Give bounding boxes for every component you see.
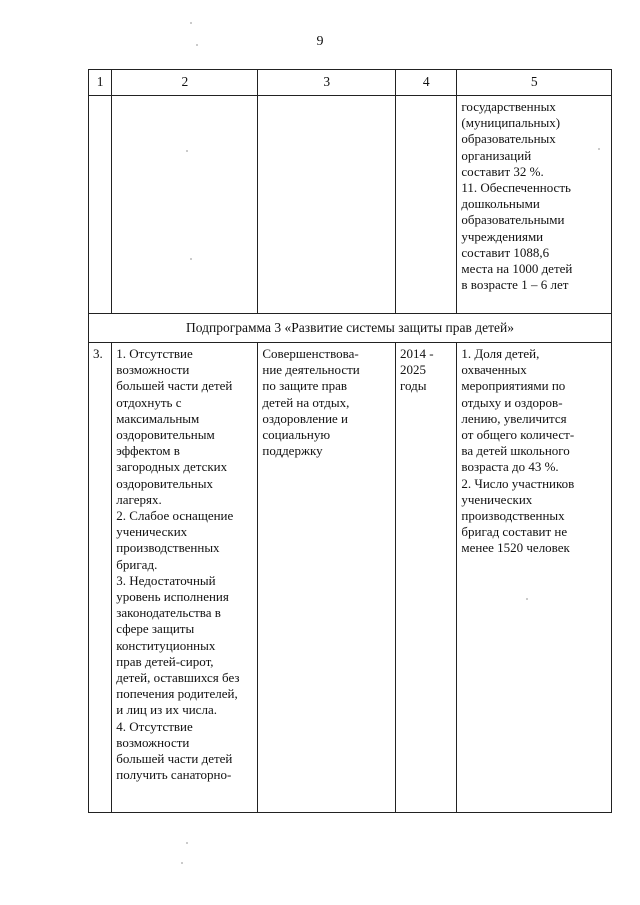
table-header-row: [89, 70, 612, 96]
scan-artifact: [526, 598, 528, 600]
header-col-2: 2: [112, 70, 258, 96]
cell-result: государственных (муниципальных) образовательных организаций составит 32 %. 11. Обеспеченность дошкольными образовательными учреждениями составит 1088,6 места на 1000 детей в возрасте 1 – 6 лет: [457, 96, 612, 314]
header-col-3: 3: [258, 70, 396, 96]
cell-result: 1. Доля детей, охваченных мероприятиями по отдыху и оздоров- лению, увеличится от общего количест- ва детей школьного возраста до 43 %. 2. Число участников ученических производственных бригад составит не менее 1520 человек: [457, 343, 612, 813]
subprogram-row: [89, 314, 612, 343]
cell-goal: [258, 96, 396, 314]
cell-period: 2014 - 2025 годы: [396, 343, 457, 813]
header-col-1: 1: [89, 70, 112, 96]
table-row: [89, 96, 612, 314]
program-table: [88, 69, 612, 813]
scan-artifact: [190, 258, 192, 260]
scan-artifact: [598, 148, 600, 150]
scan-artifact: [186, 842, 188, 844]
page-number: 9: [316, 34, 324, 49]
header-col-5: 5: [457, 70, 612, 96]
scan-artifact: [181, 862, 183, 864]
cell-problem: [112, 96, 258, 314]
cell-number: [89, 96, 112, 314]
cell-period: [396, 96, 457, 314]
cell-goal: Совершенствова- ние деятельности по защите прав детей на отдых, оздоровление и социальную поддержку: [258, 343, 396, 813]
scan-artifact: [190, 22, 192, 24]
table-row: [89, 343, 612, 813]
scan-artifact: [196, 44, 198, 46]
header-col-4: 4: [396, 70, 457, 96]
subprogram-title: Подпрограмма 3 «Развитие системы защиты прав детей»: [89, 314, 612, 343]
cell-problem: 1. Отсутствие возможности большей части детей отдохнуть с максимальным оздоровительным эффектом в загородных детских оздоровительных лагерях. 2. Слабое оснащение ученических производственных бригад. 3. Недостаточный уровень исполнения законодательства в сфере защиты конституционных прав детей-сирот, детей, оставшихся без попечения родителей, и лиц из их числа. 4. Отсутствие возможности большей части детей получить санаторно-: [112, 343, 258, 813]
scan-artifact: [186, 150, 188, 152]
cell-number: 3.: [89, 343, 112, 813]
